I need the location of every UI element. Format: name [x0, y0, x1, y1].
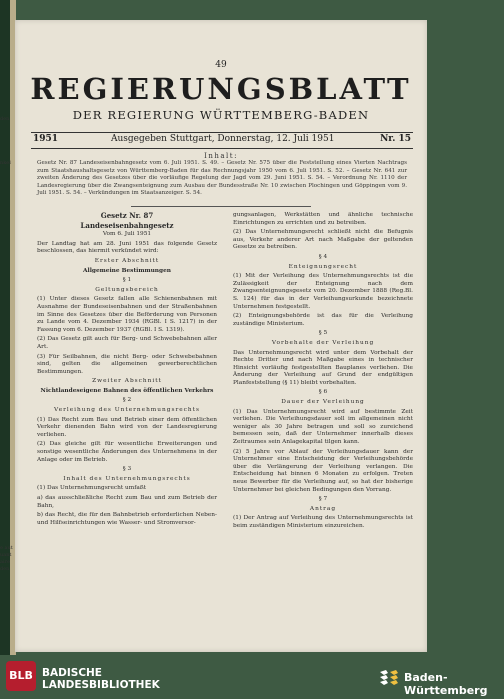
- text-column-left: [37, 212, 217, 529]
- paragraph: (1) Der Antrag auf Verleihung des Unternehmungsrechts ist beim zuständigen Ministerium einzureichen.: [233, 515, 413, 529]
- margin-note: den: [0, 566, 10, 572]
- paragraph-number: § 1: [122, 277, 132, 284]
- text-column-right: [233, 212, 413, 533]
- margin-note: aire: [0, 559, 10, 565]
- section-title: Allgemeine Bestimmungen: [83, 267, 171, 274]
- paragraph: gungsanlagen, Werkstätten und ähnliche technische Einrichtungen zu errichten und zu betreiben.: [233, 212, 413, 226]
- page-subtitle: DER REGIERUNG WÜRTTEMBERG-BADEN: [72, 108, 370, 122]
- library-name-line1: BADISCHE: [42, 667, 102, 679]
- document-page: [15, 20, 427, 652]
- paragraph: (2) Enteignungsbehörde ist das für die Verleihung zuständige Ministerium.: [233, 313, 413, 327]
- paragraph: (2) Das Unternehmungsrecht schließt nicht die Befugnis aus, Verkehr anderer Art nach Maßgabe der geltenden Gesetze zu betreiben.: [233, 229, 413, 251]
- margin-note: den: [0, 116, 10, 122]
- page-number: 49: [215, 60, 227, 70]
- paragraph-title: Enteignungsrecht: [288, 263, 358, 270]
- list-item: b) das Recht, die für den Bahnbetrieb erforderlichen Neben- und Hilfseinrichtungen wie Wasser- und Stromversor-: [37, 512, 217, 526]
- list-item: a) das ausschließliche Recht zum Bau und zum Betrieb der Bahn,: [37, 495, 217, 509]
- margin-note: e aut: [0, 545, 13, 551]
- section-heading: Zweiter Abschnitt: [92, 378, 162, 385]
- paragraph-title: Dauer der Verleihung: [281, 399, 365, 406]
- paragraph-number: § 6: [318, 389, 328, 396]
- paragraph-number: § 3: [122, 466, 132, 473]
- paragraph-title: Antrag: [309, 505, 337, 512]
- footer-bar: [0, 655, 504, 699]
- contents-text: Gesetz Nr. 87 Landeseisenbahngesetz vom 6. Juli 1951. S. 49. – Gesetz Nr. 575 über die Feststellung eines Vierten Nachtrags zum Staatshaushaltsgesetz von Württemberg-Baden für das Rechnungsjahr 1950 vom 6. Juli 1951. S. 52. – Gesetz Nr. 641 zur zweiten Änderung des Gesetzes über die vorläufige Regelung der Jagd vom 29. Juni 1951. S. 54. – Verordnung Nr. 1110 der Landesregierung über die Zwangsenteignung zum Ausbau der Bundesstraße Nr. 10 zwischen Plochingen und Göppingen vom 9. Juli 1951. S. 54. – Verkündungen im Staatsanzeiger. S. 54.: [37, 160, 407, 196]
- law-date: Vom 6. Juli 1951: [102, 231, 152, 238]
- paragraph-title: Inhalt des Unternehmungsrechts: [63, 475, 191, 482]
- issue-date: Ausgegeben Stuttgart, Donnerstag, 12. Juli 1951: [111, 134, 335, 144]
- paragraph: Der Landtag hat am 28. Juni 1951 das folgende Gesetz beschlossen, das hiermit verkündet wird:: [37, 240, 217, 255]
- paragraph: Das Unternehmungsrecht wird unter dem Vorbehalt der Rechte Dritter und nach Maßgabe eines in technischer Hinsicht vorläufig festgestellten Bauplanes verliehen. Die Änderung der Verleihung auf Grund der endgültigen Planfeststellung (§ 11) bleibt vorbehalten.: [233, 349, 413, 386]
- paragraph-number: § 4: [318, 253, 328, 260]
- blb-logo: BLB: [6, 661, 36, 691]
- issue-year: 1951: [33, 134, 59, 144]
- state-name: Baden-Württemberg: [404, 671, 488, 697]
- paragraph-title: Geltungsbereich: [95, 286, 159, 293]
- margin-note: nkel: [0, 160, 11, 166]
- paragraph-number: § 2: [122, 397, 132, 404]
- library-name-line2: LANDESBIBLIOTHEK: [42, 679, 160, 691]
- page-title: REGIERUNGSBLATT: [30, 72, 412, 106]
- margin-note: uant: [0, 552, 12, 558]
- law-title: Gesetz Nr. 87: [100, 211, 154, 220]
- issue-number: Nr. 15: [380, 134, 411, 144]
- bw-lions-icon: [378, 669, 400, 687]
- divider: [131, 206, 311, 207]
- paragraph-number: § 7: [318, 496, 328, 503]
- margin-notes: [0, 0, 14, 655]
- paragraph: (2) Das Gesetz gilt auch für Berg- und Schwebebahnen aller Art.: [37, 336, 217, 350]
- paragraph: (1) Das Unternehmungsrecht umfaßt: [37, 485, 147, 492]
- paragraph: (1) Das Unternehmungsrecht wird auf bestimmte Zeit verliehen. Die Verleihungsdauer soll im allgemeinen nicht weniger als 30 Jahre betragen und soll so zureichend bemessen sein, daß der Unternehmer innerhalb dieses Zeitraumes sein Anlagekapital tilgen kann.: [233, 408, 413, 446]
- paragraph: (2) 5 Jahre vor Ablauf der Verleihungsdauer kann der Unternehmer eine Entscheidung der Verleihungsbehörde über die Verlängerung der Verleihung verlangen. Die Entscheidung hat binnen 6 Monaten zu erfolgen. Treten neue Bewerber für die Verleihung auf, so hat der bisherige Unternehmer bei gleichen Bedingungen den Vorrang.: [233, 448, 413, 493]
- paragraph: (1) Unter dieses Gesetz fallen alle Schienenbahnen mit Ausnahme der Bundeseisenbahnen und der Straßenbahnen im Sinne des Gesetzes über die Beförderung von Personen zu Lande vom 4. Dezember 1934 (RGBl. I S. 1217) in der Fassung vom 6. Dezember 1937 (RGBl. I S. 1319).: [37, 296, 217, 333]
- paragraph-title: Verleihung des Unternehmungsrechts: [54, 407, 200, 414]
- contents-heading: Inhalt:: [204, 152, 238, 160]
- paragraph: (1) Mit der Verleihung des Unternehmungsrechts ist die Zulässigkeit der Enteignung nach dem Zwangsenteignungsgesetz vom 20. Dezember 1888 (Reg.Bl. S. 124) für das in der Verleihungsurkunde bezeichnete Unternehmen festgestellt.: [233, 273, 413, 310]
- issue-bar: [31, 132, 413, 149]
- paragraph-number: § 5: [318, 330, 328, 337]
- paragraph: (1) Das Recht zum Bau und Betrieb einer dem öffentlichen Verkehr dienenden Bahn wird von der Landesregierung verliehen.: [37, 416, 217, 438]
- paragraph-title: Vorbehalte der Verleihung: [271, 339, 375, 346]
- paragraph: (3) Für Seilbahnen, die nicht Berg- oder Schwebebahnen sind, gelten die allgemeinen gewerberechtlichen Bestimmungen.: [37, 353, 217, 375]
- paragraph: (2) Das gleiche gilt für wesentliche Erweiterungen und sonstige wesentliche Änderungen des Unternehmens in der Anlage oder im Betrieb.: [37, 441, 217, 463]
- section-title: Nichtlandeseigene Bahnen des öffentlichen Verkehrs: [40, 387, 214, 394]
- law-name: Landeseisenbahngesetz: [80, 220, 174, 230]
- library-name: [42, 667, 160, 691]
- section-heading: Erster Abschnitt: [94, 257, 160, 264]
